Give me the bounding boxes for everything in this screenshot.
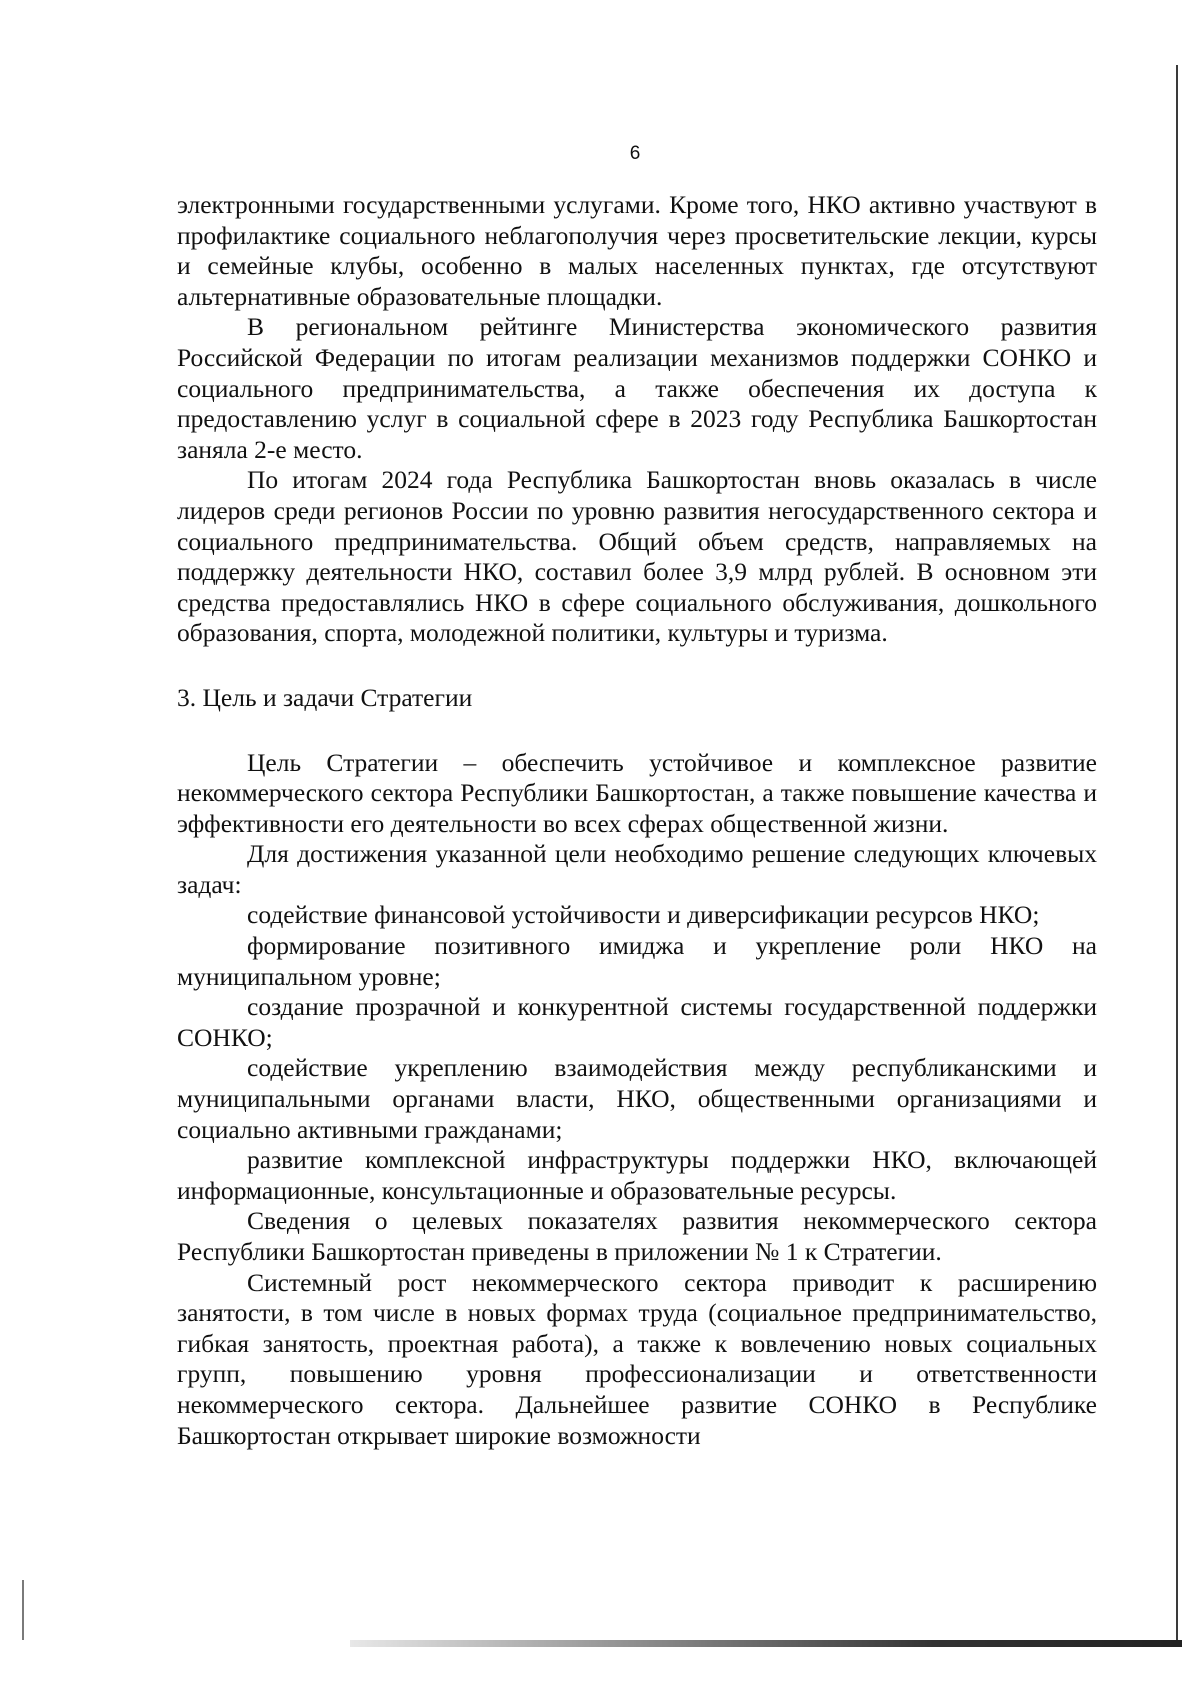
document-body xyxy=(177,190,1097,1451)
paragraph: электронными государственными услугами. Кроме того, НКО активно участвуют в профилактике социального неблагополучия через просветительские лекции, курсы и семейные клубы, особенно в малых населенных пунктах, где отсутствуют альтернативные образовательные площадки. xyxy=(177,190,1097,311)
paragraph: Цель Стратегии – обеспечить устойчивое и комплексное развитие некоммерческого сектора Республики Башкортостан, а также повышение качества и эффективности его деятельности во всех сферах общественной жизни. xyxy=(177,747,1097,838)
scan-edge-bottom xyxy=(350,1640,1182,1647)
scan-edge-left xyxy=(22,1580,24,1640)
list-item: содействие финансовой устойчивости и диверсификации ресурсов НКО; xyxy=(247,900,1040,930)
scan-edge-right xyxy=(1176,65,1178,1645)
list-item: формирование позитивного имиджа и укрепление роли НКО на муниципальном уровне; xyxy=(177,931,1097,991)
paragraph: Системный рост некоммерческого сектора приводит к расширению занятости, в том числе в новых формах труда (социальное предпринимательство, гибкая занятость, проектная работа), а также к вовлечению новых социальных групп, повышению уровня профессионализации и ответственности некоммерческого сектора. Дальнейшее развитие СОНКО в Республике Башкортостан открывает широкие возможности xyxy=(177,1267,1097,1450)
section-heading: 3. Цель и задачи Стратегии xyxy=(177,682,473,712)
paragraph: По итогам 2024 года Республика Башкортостан вновь оказалась в числе лидеров среди регионов России по уровню развития негосударственного сектора и социального предпринимательства. Общий объем средств, направляемых на поддержку деятельности НКО, составил более 3,9 млрд рублей. В основном эти средства предоставлялись НКО в сфере социального обслуживания, дошкольного образования, спорта, молодежной политики, культуры и туризма. xyxy=(177,465,1097,648)
list-item: содействие укреплению взаимодействия между республиканскими и муниципальными органами власти, НКО, общественными организациями и социально активными гражданами; xyxy=(177,1053,1097,1144)
paragraph: Сведения о целевых показателях развития некоммерческого сектора Республики Башкортостан приведены в приложении № 1 к Стратегии. xyxy=(177,1206,1097,1266)
list-item: создание прозрачной и конкурентной системы государственной поддержки СОНКО; xyxy=(177,992,1097,1052)
page-number: 6 xyxy=(629,143,641,164)
list-item: развитие комплексной инфраструктуры поддержки НКО, включающей информационные, консультационные и образовательные ресурсы. xyxy=(177,1145,1097,1205)
paragraph: Для достижения указанной цели необходимо решение следующих ключевых задач: xyxy=(177,839,1097,899)
paragraph: В региональном рейтинге Министерства экономического развития Российской Федерации по итогам реализации механизмов поддержки СОНКО и социального предпринимательства, а также обеспечения их доступа к предоставлению услуг в социальной сфере в 2023 году Республика Башкортостан заняла 2-е место. xyxy=(177,312,1097,464)
